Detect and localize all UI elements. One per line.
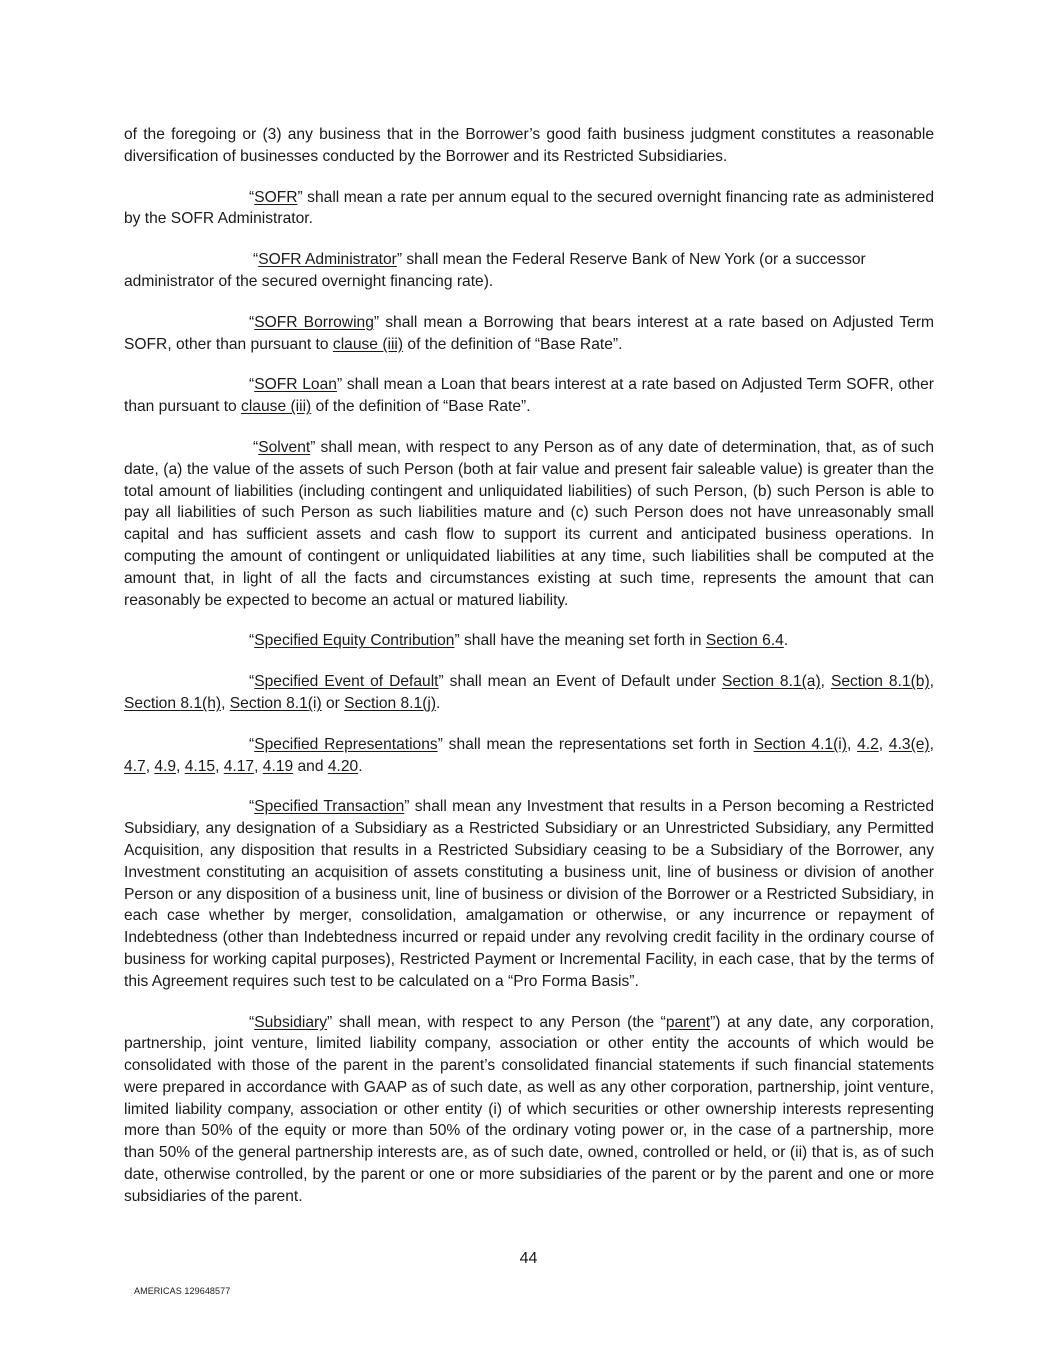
separator: , xyxy=(221,694,230,712)
open-quote: “ xyxy=(253,438,259,456)
cross-reference: Section 8.1(a) xyxy=(721,673,821,691)
definition-text: . xyxy=(358,757,363,775)
separator: , xyxy=(929,735,934,753)
definition-sofr-loan xyxy=(124,374,934,418)
definition-sofr-borrowing xyxy=(124,312,934,356)
open-quote: “ xyxy=(249,376,255,394)
separator: , xyxy=(820,673,831,691)
cross-reference: Section 8.1(i) xyxy=(229,694,322,712)
open-quote: “ xyxy=(249,1013,255,1031)
open-quote: “ xyxy=(249,632,255,650)
definition-text: of the definition of “Base Rate”. xyxy=(403,335,623,353)
cross-reference: 4.17 xyxy=(223,757,255,775)
cross-reference: Section 8.1(j) xyxy=(344,694,437,712)
definition-sofr-administrator xyxy=(124,249,934,293)
definition-text: ” shall mean the representations set forth in xyxy=(437,735,754,753)
defined-term: Specified Event of Default xyxy=(254,673,439,691)
definition-text: ” shall mean a Borrowing that bears interest at a rate based on Adjusted Term SOFR, other than pursuant to xyxy=(124,313,934,353)
open-quote: “ xyxy=(249,673,255,691)
cross-reference: clause (iii) xyxy=(332,335,404,353)
cross-reference: 4.20 xyxy=(327,757,359,775)
cross-reference: 4.3(e) xyxy=(888,735,930,753)
defined-term: SOFR Borrowing xyxy=(254,313,374,331)
definition-text: ”) at any date, any corporation, partnership, joint venture, limited liability company, association or other entity the accounts of which would be consolidated with those of the parent in the parent’s consolidated financial statements if such financial statements were prepared in accordance with GAAP as of such date, as well as any other corporation, partnership, joint venture, limited liability company, association or other entity (i) of which securities or other ownership interests representing more than 50% of the equity or more than 50% of the ordinary voting power or, in the case of a partnership, more than 50% of the general partnership interests are, as of such date, owned, controlled or held, or (ii) that is, as of such date, otherwise controlled, by the parent or one or more subsidiaries of the parent or by the parent and one or more subsidiaries of the parent. xyxy=(124,1013,934,1205)
cross-reference: clause (iii) xyxy=(241,398,312,416)
definition-text: . xyxy=(783,632,789,650)
definition-text: ” shall have the meaning set forth in xyxy=(454,632,706,650)
defined-term: SOFR Loan xyxy=(254,376,337,394)
defined-term: parent xyxy=(665,1013,711,1031)
open-quote: “ xyxy=(253,251,259,269)
definition-specified-event-of-default xyxy=(124,671,934,715)
separator: , xyxy=(846,735,858,753)
definition-text: ” shall mean, with respect to any Person as of any date of determination, that, as of such date, (a) the value of the assets of such Person (both at fair value and present fair saleable value) is greater than the total amount of liabilities (including contingent and unliquidated liabilities) of such Person, (b) such Person is able to pay all liabilities of such Person as such liabilities mature and (c) such Person does not have unreasonably small capital and has sufficient assets and cash flow to support its current and anticipated business operations. In computing the amount of contingent or unliquidated liabilities at any time, such liabilities shall be computed at the amount that, in light of all the facts and circumstances existing at such time, represents the amount that can reasonably be expected to become an actual or matured liability. xyxy=(124,438,934,609)
open-quote: “ xyxy=(249,313,255,331)
defined-term: Specified Transaction xyxy=(254,798,405,816)
separator: , xyxy=(878,735,889,753)
document-id: AMERICAS 129648577 xyxy=(134,1286,231,1296)
defined-term: Solvent xyxy=(258,438,311,456)
definition-text: ” shall mean any Investment that results in a Person becoming a Restricted Subsidiary, any designation of a Subsidiary as a Restricted Subsidiary or an Unrestricted Subsidiary, any Permitted Acquisition, any disposition that results in a Restricted Subsidiary ceasing to be a Subsidiary of the Borrower, any Investment constituting an acquisition of assets constituting a business unit, line of business or division of another Person or any disposition of a business unit, line of business or division of the Borrower or a Restricted Subsidiary, in each case whether by merger, consolidation, amalgamation or otherwise, or any incurrence or repayment of Indebtedness (other than Indebtedness incurred or repaid under any revolving credit facility in the ordinary course of business for working capital purposes), Restricted Payment or Incremental Facility, in each case, that by the terms of this Agreement requires such test to be calculated on a “Pro Forma Basis”. xyxy=(124,798,934,990)
cross-reference: 4.7 xyxy=(124,757,146,775)
cross-reference: Section 4.1(i) xyxy=(753,735,847,753)
defined-term: Specified Equity Contribution xyxy=(254,632,455,650)
defined-term: Subsidiary xyxy=(254,1013,328,1031)
separator: or xyxy=(321,694,345,712)
definition-specified-representations xyxy=(124,734,934,778)
definition-text: ” shall mean a rate per annum equal to the secured overnight financing rate as administered by the SOFR Administrator. xyxy=(124,188,934,228)
cross-reference: 4.19 xyxy=(262,757,294,775)
cross-reference: 4.15 xyxy=(184,757,216,775)
definition-solvent xyxy=(124,437,934,611)
defined-term: SOFR xyxy=(254,188,298,206)
definition-text: ” shall mean an Event of Default under xyxy=(438,673,722,691)
cross-reference: Section 6.4 xyxy=(705,632,784,650)
definition-specified-equity-contribution xyxy=(124,630,934,652)
defined-term: Specified Representations xyxy=(254,735,438,753)
separator: , xyxy=(254,757,263,775)
cross-reference: 4.9 xyxy=(154,757,177,775)
definition-text: ” shall mean the Federal Reserve Bank of New York (or a successor administrator of the secured overnight financing rate). xyxy=(124,251,866,290)
separator: , xyxy=(176,757,185,775)
definition-subsidiary xyxy=(124,1012,934,1208)
definition-sofr xyxy=(124,187,934,231)
cross-reference: Section 8.1(b) xyxy=(830,673,930,691)
open-quote: “ xyxy=(249,735,255,753)
separator: , xyxy=(929,673,934,691)
separator: , xyxy=(145,757,155,775)
cross-reference: 4.2 xyxy=(857,735,879,753)
definition-text: . xyxy=(436,694,441,712)
cross-reference: Section 8.1(h) xyxy=(124,694,222,712)
definition-text: of the definition of “Base Rate”. xyxy=(311,398,531,416)
defined-term: SOFR Administrator xyxy=(258,251,397,269)
paragraph-continuation: of the foregoing or (3) any business that in the Borrower’s good faith business judgment constitutes a reasonable diversification of businesses conducted by the Borrower and its Restricted Subsidiaries. xyxy=(124,126,934,165)
open-quote: “ xyxy=(249,798,255,816)
open-quote: “ xyxy=(249,188,255,206)
separator: and xyxy=(293,757,328,775)
definition-specified-transaction xyxy=(124,796,934,992)
document-body xyxy=(124,124,934,1227)
definition-text: ” shall mean a Loan that bears interest at a rate based on Adjusted Term SOFR, other than pursuant to xyxy=(124,376,934,416)
page-number: 44 xyxy=(519,1250,538,1267)
separator: , xyxy=(215,757,224,775)
definition-text: ” shall mean, with respect to any Person (the “ xyxy=(327,1013,666,1031)
